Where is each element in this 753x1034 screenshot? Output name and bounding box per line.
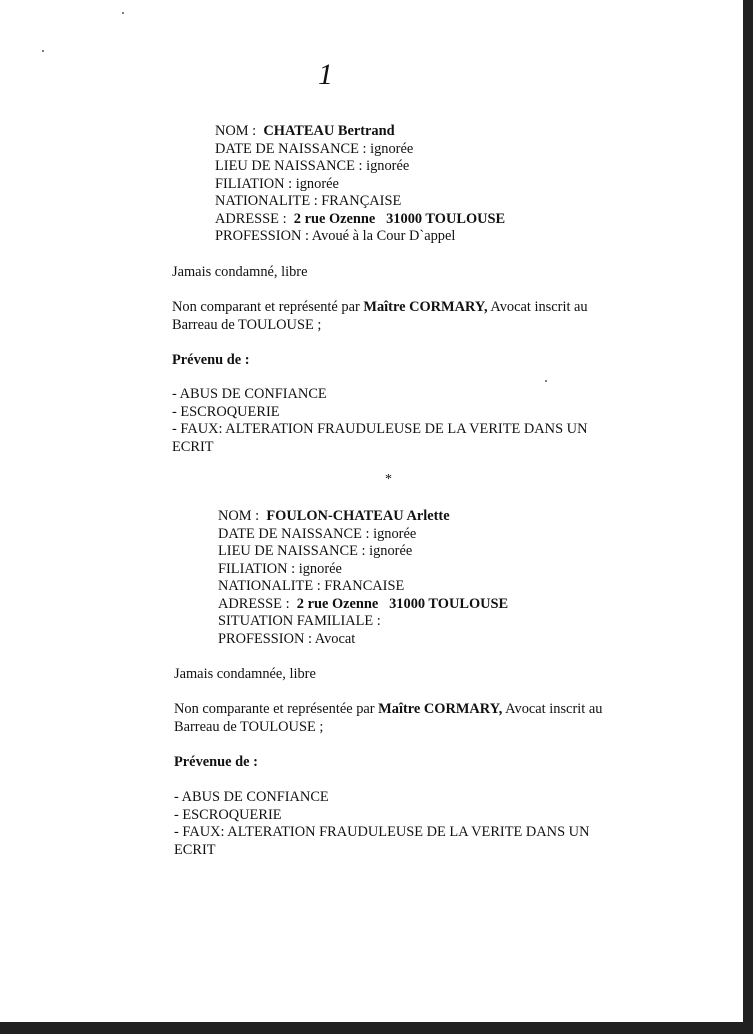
p1-profession: PROFESSION : Avoué à la Cour D`appel xyxy=(215,228,456,244)
p1-charge-item: - ESCROQUERIE xyxy=(172,404,280,420)
p2-prevenue-heading: Prévenue de : xyxy=(174,754,258,770)
p1-filiation: FILIATION : ignorée xyxy=(215,176,339,192)
p2-filiation: FILIATION : ignorée xyxy=(218,561,342,577)
p1-lieu-naissance: LIEU DE NAISSANCE : ignorée xyxy=(215,158,410,174)
p2-rep-text: Non comparante et représentée par xyxy=(174,701,379,717)
p1-rep-avocat: Maître CORMARY, xyxy=(363,299,488,315)
p1-representation xyxy=(172,299,588,317)
p2-lieu-naissance: LIEU DE NAISSANCE : ignorée xyxy=(218,543,413,559)
p2-rep-barreau: Barreau de TOULOUSE ; xyxy=(174,719,324,735)
p2-date-naissance: DATE DE NAISSANCE : ignorée xyxy=(218,526,417,542)
p2-profession: PROFESSION : Avocat xyxy=(218,631,356,647)
section-separator: * xyxy=(385,472,392,487)
p2-rep-text-end: Avocat inscrit au xyxy=(502,701,603,717)
p1-rep-barreau: Barreau de TOULOUSE ; xyxy=(172,317,322,333)
p1-adresse-line xyxy=(215,211,505,229)
p2-rep-avocat: Maître CORMARY, xyxy=(378,701,503,717)
p1-charge-item: - ABUS DE CONFIANCE xyxy=(172,386,327,402)
p2-charge-item: ECRIT xyxy=(174,842,216,858)
scan-speck xyxy=(42,50,44,52)
p2-charge-item: - ESCROQUERIE xyxy=(174,807,282,823)
p2-charge-item: - FAUX: ALTERATION FRAUDULEUSE DE LA VERITE DANS UN xyxy=(174,824,590,840)
p1-nationalite: NATIONALITE : FRANÇAISE xyxy=(215,193,402,209)
p2-nom-label: NOM : xyxy=(218,508,260,524)
p1-adresse-value: 2 rue Ozenne 31000 TOULOUSE xyxy=(293,211,506,227)
p1-adresse-label: ADRESSE : xyxy=(215,211,287,227)
p1-casier: Jamais condamné, libre xyxy=(172,264,308,280)
p2-adresse-label: ADRESSE : xyxy=(218,596,290,612)
p2-adresse-line xyxy=(218,596,508,614)
p2-situation-familiale: SITUATION FAMILIALE : xyxy=(218,613,381,629)
p1-prevenu-heading: Prévenu de : xyxy=(172,352,250,368)
p2-charge-item: - ABUS DE CONFIANCE xyxy=(174,789,329,805)
page-number: 1 xyxy=(318,58,333,91)
p1-rep-text-end: Avocat inscrit au xyxy=(487,299,588,315)
p1-date-naissance: DATE DE NAISSANCE : ignorée xyxy=(215,141,414,157)
scan-speck xyxy=(545,380,547,382)
p2-nom-line xyxy=(218,508,450,526)
p1-nom-label: NOM : xyxy=(215,123,257,139)
p2-nom-value: FOULON-CHATEAU Arlette xyxy=(266,508,450,524)
p2-casier: Jamais condamnée, libre xyxy=(174,666,316,682)
scan-speck xyxy=(122,12,124,14)
p1-nom-line xyxy=(215,123,395,141)
p1-charge-item: - FAUX: ALTERATION FRAUDULEUSE DE LA VERITE DANS UN xyxy=(172,421,588,437)
p1-rep-text: Non comparant et représenté par xyxy=(172,299,364,315)
p2-adresse-value: 2 rue Ozenne 31000 TOULOUSE xyxy=(296,596,509,612)
p1-nom-value: CHATEAU Bertrand xyxy=(263,123,395,139)
p1-charge-item: ECRIT xyxy=(172,439,214,455)
p2-nationalite: NATIONALITE : FRANCAISE xyxy=(218,578,405,594)
p2-representation xyxy=(174,701,602,719)
